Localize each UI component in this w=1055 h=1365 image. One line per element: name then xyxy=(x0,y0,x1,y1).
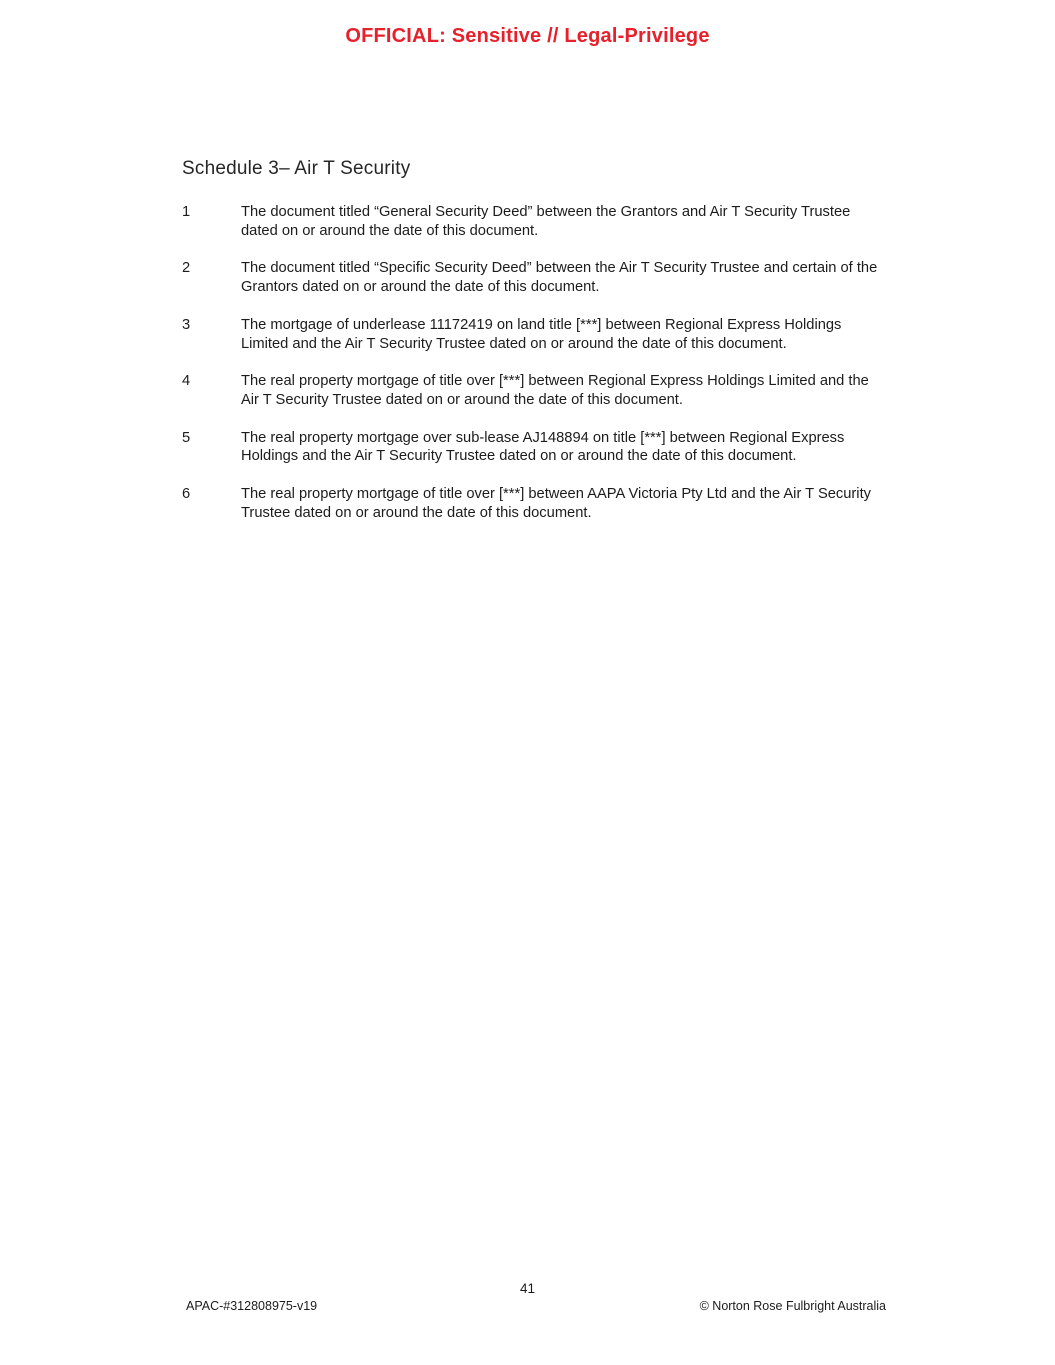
classification-banner: OFFICIAL: Sensitive // Legal-Privilege xyxy=(345,25,710,47)
item-number: 1 xyxy=(182,204,191,220)
schedule-content xyxy=(182,158,892,541)
item-number: 2 xyxy=(182,260,191,277)
footer-copyright: © Norton Rose Fulbright Australia xyxy=(699,1299,886,1313)
item-number: 5 xyxy=(182,429,191,446)
page-title: Schedule 3– Air T Security xyxy=(182,158,411,179)
list-item-5 xyxy=(182,429,892,466)
page-number: 41 xyxy=(519,1281,536,1296)
item-text: The real property mortgage of title over [***] between AAPA Victoria Pty Ltd and the Air T Security Trustee dated on or around the date of this document. xyxy=(241,486,871,521)
list-item-1 xyxy=(182,203,892,240)
item-text: The real property mortgage of title over [***] between Regional Express Holdings Limited and the Air T Security Trustee dated on or around the date of this document. xyxy=(241,373,869,408)
item-text: The mortgage of underlease 11172419 on land title [***] between Regional Express Holdings Limited and the Air T Security Trustee dated on or around the date of this document. xyxy=(241,316,842,352)
list-item-2 xyxy=(182,259,892,296)
list-item-3 xyxy=(182,316,892,353)
item-number: 6 xyxy=(182,486,191,503)
item-text: The document titled “Specific Security Deed” between the Air T Security Trustee and certain of the Grantors dated on or around the date of this document. xyxy=(241,260,878,296)
item-text: The document titled “General Security Deed” between the Grantors and Air T Security Trustee dated on or around the date of this document. xyxy=(241,204,851,239)
item-number: 3 xyxy=(182,316,191,333)
list-item-6 xyxy=(182,485,892,522)
list-item-4 xyxy=(182,372,892,409)
footer xyxy=(186,1299,886,1313)
footer-doc-id: APAC-#312808975-v19 xyxy=(186,1299,318,1313)
item-number: 4 xyxy=(182,373,191,390)
item-text: The real property mortgage over sub-lease AJ148894 on title [***] between Regional Express Holdings and the Air T Security Trustee dated on or around the date of this document. xyxy=(241,429,845,465)
